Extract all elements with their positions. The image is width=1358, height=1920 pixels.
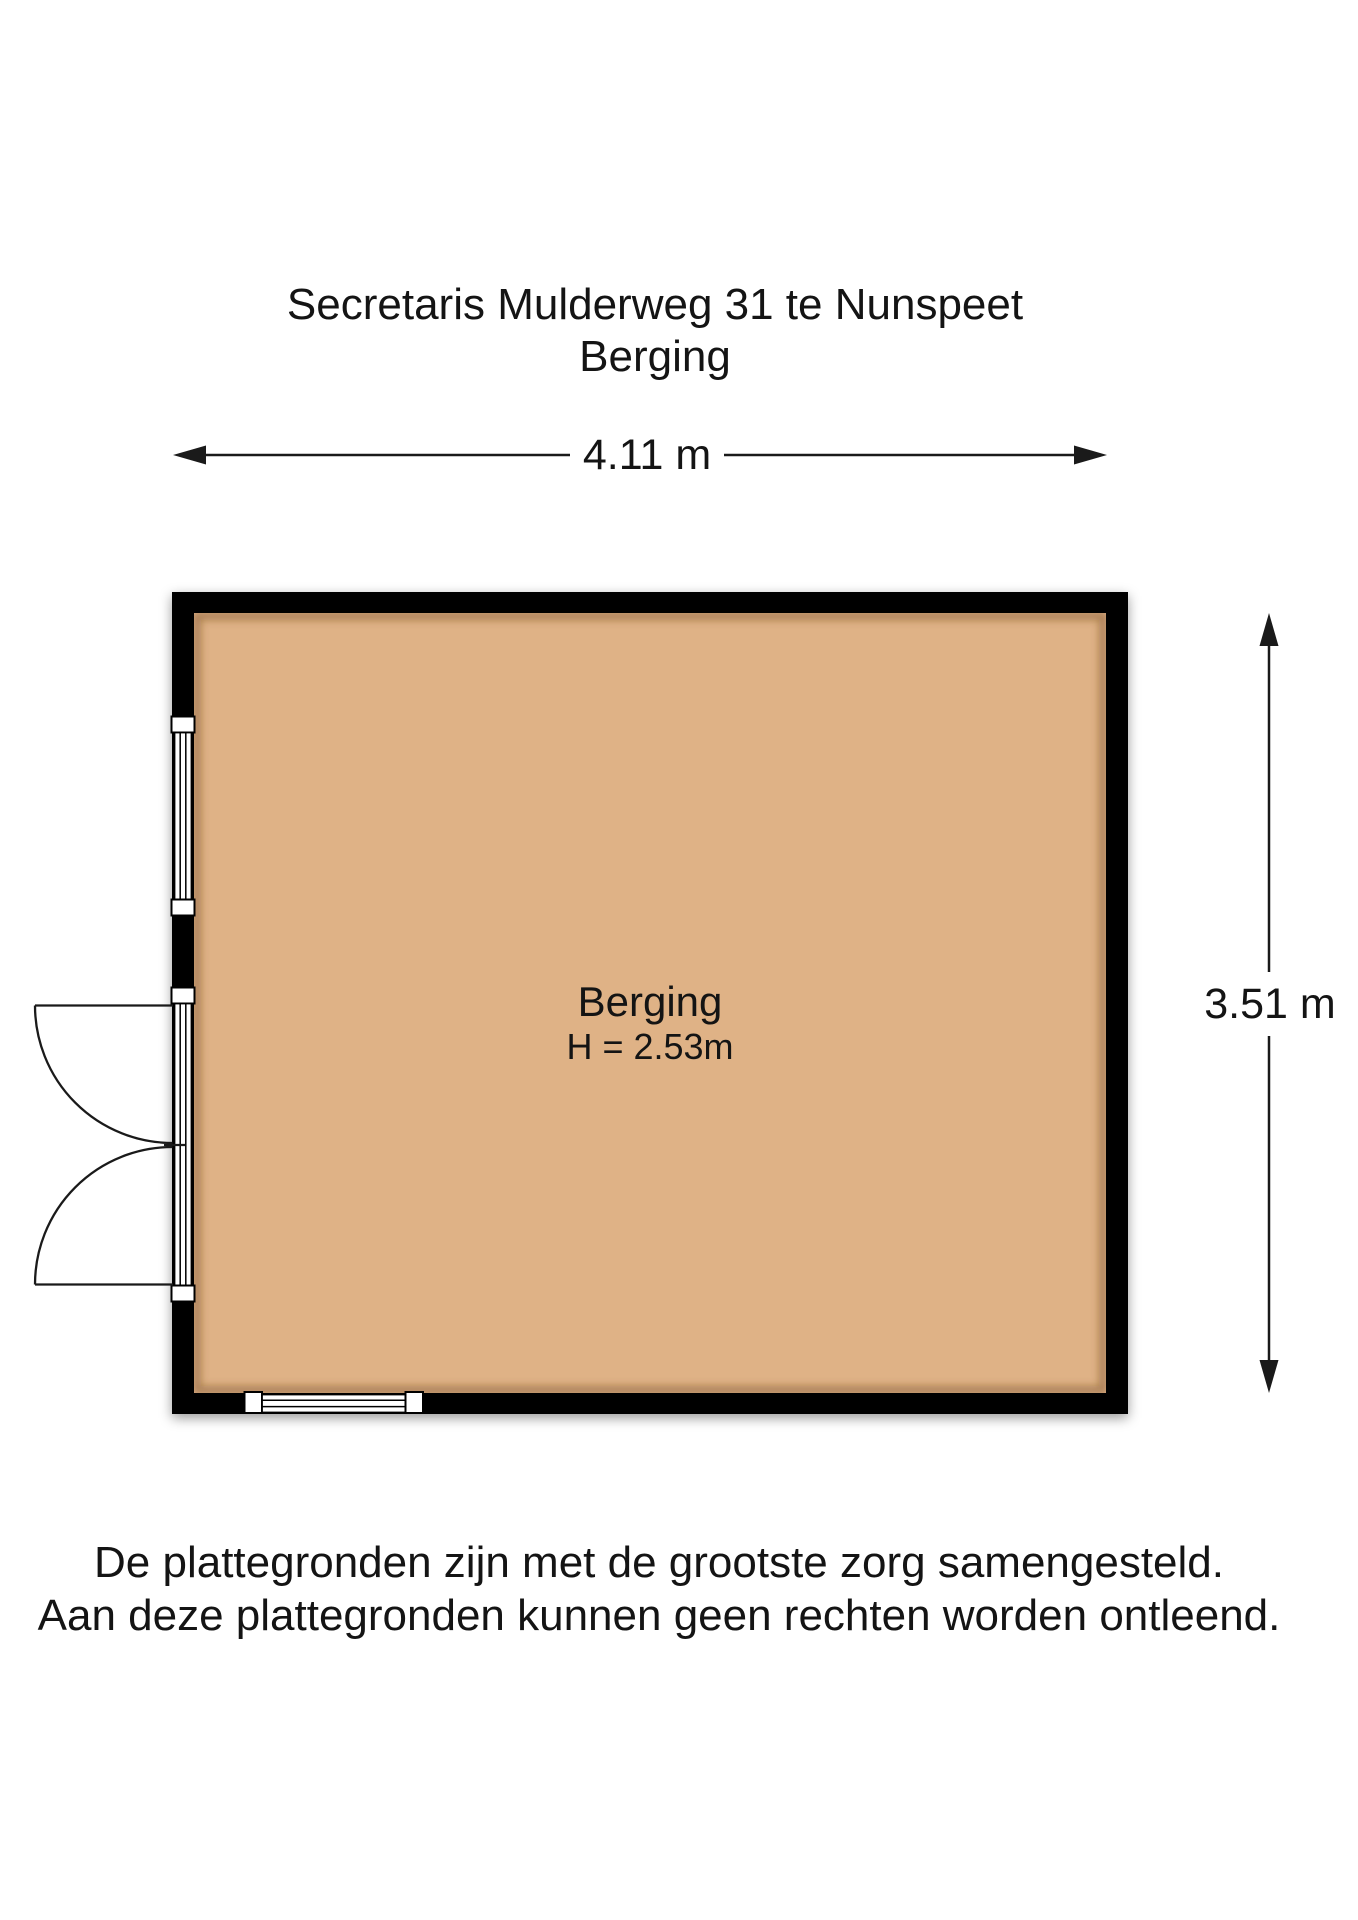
title-room: Berging xyxy=(579,332,731,381)
window-bottom xyxy=(245,1392,424,1413)
door-swing-arcs xyxy=(35,1006,185,1285)
room-label xyxy=(566,978,733,1068)
arrowhead-down xyxy=(1260,1360,1279,1393)
door-swing-arc xyxy=(35,1006,173,1144)
arrowhead-right xyxy=(1074,446,1107,465)
window-glass xyxy=(175,733,192,900)
door-frame-sill xyxy=(172,1286,195,1302)
window-sill xyxy=(172,717,195,733)
window-left xyxy=(172,717,195,916)
width-dimension-label: 4.11 m xyxy=(577,432,717,478)
room-ceiling-height: H = 2.53m xyxy=(566,1026,734,1067)
wall-right xyxy=(1106,592,1128,1414)
disclaimer-line: De plattegronden zijn met de grootste zorg samengesteld. xyxy=(94,1538,1224,1587)
door-swing-arc xyxy=(35,1147,173,1285)
window-sill xyxy=(172,900,195,916)
double-door xyxy=(35,988,195,1302)
room-name: Berging xyxy=(577,978,723,1025)
arrowhead-up xyxy=(1260,613,1279,646)
disclaimer-line: Aan deze plattegronden kunnen geen rechten worden ontleend. xyxy=(37,1591,1281,1640)
arrowhead-left xyxy=(173,446,206,465)
door-frame-sill xyxy=(172,988,195,1004)
window-glass xyxy=(262,1395,406,1413)
disclaimer xyxy=(38,1536,1281,1642)
window-sill xyxy=(245,1392,263,1413)
title-address: Secretaris Mulderweg 31 te Nunspeet xyxy=(286,280,1024,329)
wall-top xyxy=(172,592,1128,613)
window-sill xyxy=(406,1392,424,1413)
height-dimension-label: 3.51 m xyxy=(1198,981,1341,1027)
